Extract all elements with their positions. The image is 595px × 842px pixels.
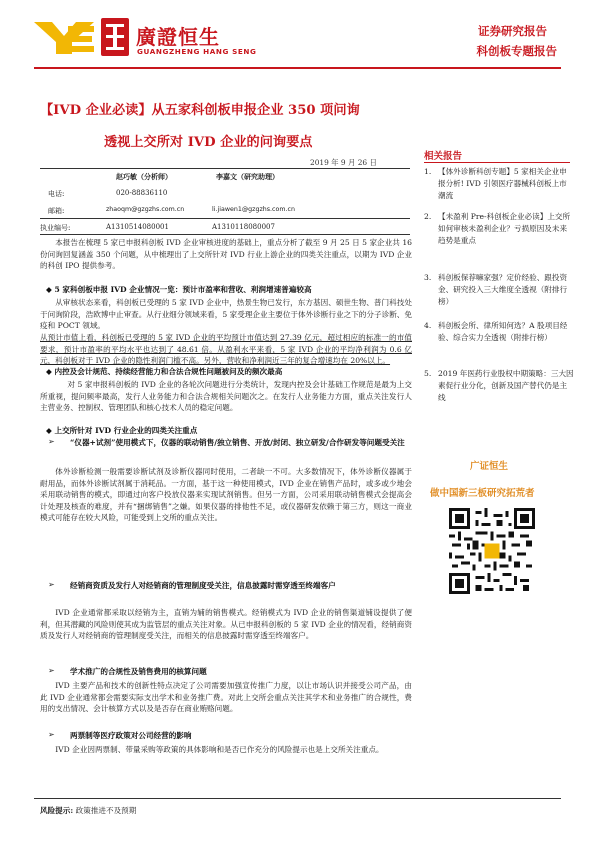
footer-divider: [34, 798, 561, 799]
date-divider: [40, 168, 410, 169]
related-reports-title: 相关报告: [424, 151, 463, 162]
section3-heading: [46, 425, 197, 436]
section1-paragraph-a: 从审核状态来看，科创板已受理的 5 家 IVD 企业中，热景生物已发行，东方基因、硕世生物、普门科技处于问询阶段，浩欧博中止审查。从行业细分领域来看，5 家受理企业主要位于体外诊断行业之下的分子诊断、免疫和 POCT 领域。: [40, 298, 412, 331]
arrow-icon: ➢: [48, 580, 55, 589]
author2-cert: A1310118080007: [212, 223, 275, 231]
arrow-icon: ➢: [48, 730, 55, 739]
bullet-icon: ◆: [46, 426, 55, 435]
cert-divider: [40, 234, 410, 235]
related-report-num: 5.: [424, 369, 432, 378]
seal-icon: [100, 17, 130, 57]
phone-label: 电话:: [48, 190, 65, 198]
risk-label: 风险提示:: [40, 806, 74, 815]
related-report-text: 2019 年医药行业股权中期策略：三大因素促行业分化，创新及国产替代仍是主线: [438, 369, 574, 403]
related-report-text: 【体外诊断科创专题】5 家相关企业申报分析! IVD 引领医疗器械科创板上市潮流: [438, 167, 567, 201]
author1-phone: 020-88836110: [116, 189, 168, 197]
section1-paragraph-b: 从预计市值上看，科创板已受理的 5 家 IVD 企业的平均预计市值达到 27.39 亿元，超过相应的标准一的市值要求，预计市盈率的平均水平也达到了 48.61 倍。从盈利水平来看，5 家 IVD 企业的平均净利润为 0.6 亿元，科创板对于 IVD 企业的隐性利润门槛不高。另外，营收和净利润近三年的复合增速均在 20%以上。: [40, 333, 412, 366]
cert-label: 执业编号:: [40, 224, 71, 232]
brand-name: 廣證恒生: [136, 25, 220, 49]
risk-notice: [40, 805, 136, 816]
subsection2-paragraph: IVD 企业通常都采取以经销为主，直销为辅的销售模式。经销模式为 IVD 企业的销售渠道铺设提供了便利，但其潜藏的风险则使其成为监管层的重点关注对象。从已申报科创板的 5 家 IVD 企业的情况看，经销商资质及发行人对经销商的管理制度受关注，而相关的信息披露时需穿透至终端客户。: [40, 608, 412, 641]
section1-heading: [46, 284, 312, 295]
subsection2-title: 经销商资质及发行人对经销商的管理制度受关注，信息披露时需穿透至终端客户: [70, 581, 336, 590]
risk-text: 政策推进不及预期: [75, 806, 137, 815]
related-report-num: 2.: [424, 212, 432, 221]
wechat-name: 广证恒生: [470, 461, 509, 472]
subsection1-paragraph: 体外诊断检测一般需要诊断试剂及诊断仪器同时使用，二者缺一不可。大多数情况下，体外诊断仪器属于耐用品，而体外诊断试剂属于消耗品。一方面，基于这一种使用模式，IVD 企业在销售产品时，或多或少地会采用联动销售的模式，即通过向客户投放仪器来实现试剂销售。但另一方面，公司采用联动销售模式会提高会计处理及核查的难度，并有“捆绑销售”之嫌。如果仪器的排他性不足，或仪器研发依赖于第三方，则这一商业模式可能存在较大风险，可能受到上交所的重点关注。: [40, 467, 412, 523]
section2-title: 内控及会计规范、持续经营能力和合法合规性问题被问及的频次最高: [54, 367, 283, 376]
author1-name: 赵巧敏（分析师）: [116, 172, 172, 181]
qr-code-icon[interactable]: [449, 508, 535, 594]
authors-divider: [40, 218, 410, 219]
section2-paragraph: 对 5 家申报科创板的 IVD 企业的各轮次问题进行分类统计，发现内控及会计基础工作规范是最为上交所重视，提问频率最高，发行人业务能力和合法合规相关问题次之。在发行人业务能力方面，重点关注发行人主营业务、控制权、管理团队和核心技术人员的稳定问题。: [40, 380, 412, 413]
section3-title: 上交所针对 IVD 行业企业的四类关注重点: [54, 426, 198, 435]
gzhs-logo-icon: [34, 18, 98, 56]
section1-title: 5 家科创板申报 IVD 企业情况一览：预计市盈率和营收、利润增速普遍较高: [54, 285, 312, 294]
report-date: 2019 年 9 月 26 日: [310, 158, 377, 167]
author1-cert: A1310514080001: [106, 223, 169, 231]
page-title-line2: 透视上交所对 IVD 企业的问询要点: [104, 135, 313, 150]
related-report-text: 【未盈利 Pre-科创板企业必读】上交所如何审核未盈利企业？亏损原因及未来趋势是重点: [438, 212, 571, 246]
subsection4-paragraph: IVD 企业因两票制、带量采购等政策的具体影响和是否已作充分的风险提示也是上交所关注重点。: [55, 745, 384, 754]
brand-english: GUANGZHENG HANG SENG: [137, 47, 257, 56]
subsection3-paragraph: IVD 主要产品和技术的创新性特点决定了公司需要加强宣传推广力度，以让市场认识并接受公司产品，由此 IVD 企业通常都会需要实际支出学术和业务推广费。对此上交所会重点关注其学术和业务推广的合规性，费用的支出情况、会计核算方式以及是否存在商业贿赂问题。: [40, 681, 412, 714]
author2-name: 李嘉文（研究助理）: [216, 172, 279, 181]
subsection1-title: “仪器+试剂”使用模式下，仪器的联动销售/独立销售、开放/封闭、独立研发/合作研发等问题受关注: [70, 438, 405, 447]
intro-paragraph: 本报告在梳理 5 家已申报科创板 IVD 企业审核进度的基础上，重点分析了截至 9 月 25 日 5 家企业共 16 份问询回复涵盖 350 个问题，从中梳理出了上交所针对 IVD 行业上游企业的四类关注重点，以期为 IVD 企业的科创 IPO 提供参考。: [40, 238, 412, 271]
wechat-slogan: 做中国新三板研究拓荒者: [430, 488, 535, 499]
header-divider: [34, 67, 561, 69]
related-report-num: 1.: [424, 167, 432, 176]
related-report-item[interactable]: [424, 368, 574, 405]
subsection3-heading: [48, 666, 412, 678]
related-report-item[interactable]: [424, 166, 574, 203]
related-report-num: 3.: [424, 273, 432, 282]
arrow-icon: ➢: [48, 437, 55, 446]
related-report-text: 科创板保荐嘛家强？定价经验、跟投资金、研究投入三大维度全透视（附排行榜）: [438, 273, 568, 307]
related-report-item[interactable]: [424, 272, 574, 309]
related-report-item[interactable]: [424, 211, 574, 248]
bullet-icon: ◆: [46, 285, 55, 294]
subsection2-heading: [48, 580, 412, 592]
related-report-item[interactable]: [424, 320, 574, 344]
report-subtype: 科创板专题报告: [476, 44, 557, 58]
subsection4-title: 两票制等医疗政策对公司经营的影响: [70, 731, 192, 740]
page-title-line1: 【IVD 企业必读】从五家科创板申报企业 350 项问询: [40, 103, 360, 118]
email-label: 邮箱:: [48, 207, 65, 215]
author1-email[interactable]: zhaoqm@gzgzhs.com.cn: [106, 206, 185, 213]
subsection3-title: 学术推广的合规性及销售费用的核算问题: [70, 667, 207, 676]
related-reports-divider: [424, 162, 570, 163]
bullet-icon: ◆: [46, 367, 55, 376]
report-type: 证券研究报告: [478, 24, 547, 38]
arrow-icon: ➢: [48, 666, 55, 675]
author2-email[interactable]: li.jiawen1@gzgzhs.com.cn: [212, 206, 295, 213]
subsection4-heading: [48, 730, 412, 742]
subsection1-heading: [48, 437, 412, 449]
section2-heading: [46, 366, 282, 377]
related-report-text: 科创板会所、律所知何选？A 股项目经验、综合实力全透视（附排行榜）: [438, 321, 568, 343]
related-report-num: 4.: [424, 321, 432, 330]
